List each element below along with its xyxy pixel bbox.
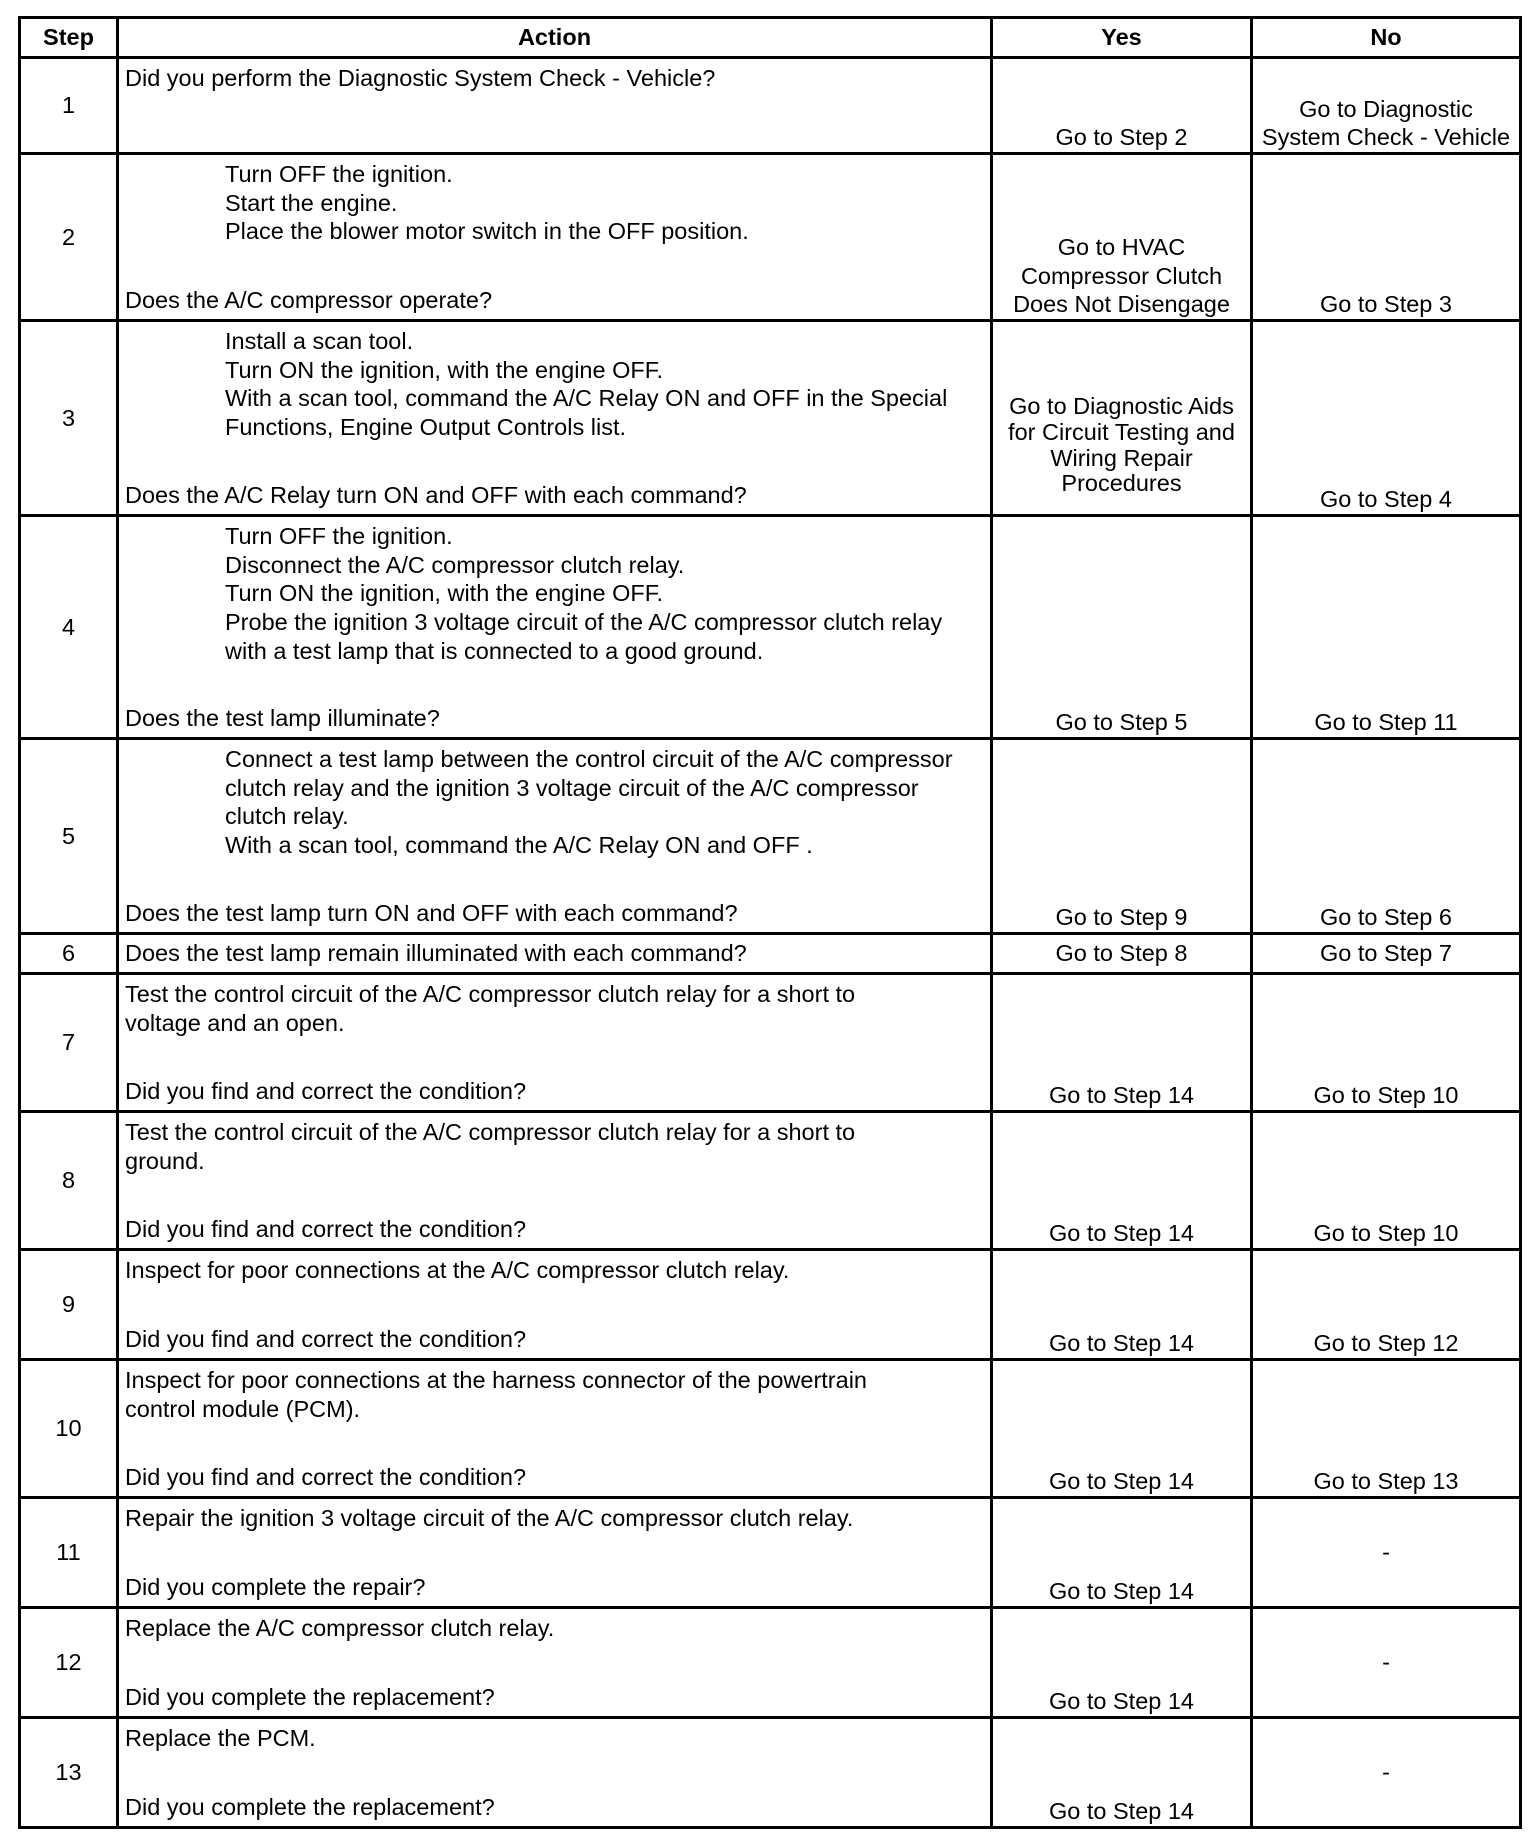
diagnostic-table-container [18,16,1522,1829]
step-number: 5 [20,739,118,934]
action-cell [118,1718,992,1828]
yes-text: Go to Step 14 [1048,1798,1195,1825]
no-text: Go to Step 7 [1320,940,1452,967]
action-cell [118,739,992,934]
no-text: - [1382,1649,1390,1676]
step-number: 3 [20,321,118,516]
table-row [20,934,1521,974]
no-cell [1252,1718,1521,1828]
no-cell [1252,1360,1521,1498]
action-intro: Replace the A/C compressor clutch relay. [125,1615,555,1641]
action-cell [118,154,992,321]
substep: Turn ON the ignition, with the engine OFF. [225,356,664,383]
yes-text: Go to Step 14 [1048,1468,1195,1495]
yes-cell [992,58,1252,154]
action-question: Does the A/C Relay turn ON and OFF with each command? [125,482,747,509]
yes-cell [992,1718,1252,1828]
table-row [20,321,1521,516]
no-text: Go to Step 6 [1320,904,1452,931]
yes-text: Go to Diagnostic Aids for Circuit Testing and Wiring Repair Procedures [1008,392,1235,497]
step-number: 9 [20,1250,118,1360]
step-number: 11 [20,1498,118,1608]
table-row [20,154,1521,321]
no-text: Go to Step 11 [1314,709,1458,736]
action-cell [118,1360,992,1498]
no-cell [1252,154,1521,321]
substep-list [125,745,984,860]
substep-list [125,327,984,442]
substep-list [125,522,984,665]
yes-text: Go to Step 14 [1048,1220,1195,1247]
substep-list [125,160,984,246]
substep: Turn OFF the ignition. [225,523,453,549]
yes-text: Go to Step 5 [1055,709,1188,736]
action-cell [118,58,992,154]
action-cell [118,974,992,1112]
table-row [20,516,1521,739]
diagnostic-table [18,16,1522,1829]
step-number: 13 [20,1718,118,1828]
yes-text: Go to Step 14 [1048,1330,1195,1357]
yes-cell [992,974,1252,1112]
no-text: Go to Step 12 [1313,1330,1459,1357]
yes-text: Go to Step 14 [1048,1082,1195,1109]
table-row [20,1608,1521,1718]
step-number: 1 [20,58,118,154]
substep: Connect a test lamp between the control circuit of the A/C compressor clutch relay and the ignition 3 voltage circuit of the A/C compressor clutch relay. [225,746,953,830]
yes-cell [992,154,1252,321]
action-cell [118,934,992,974]
no-text: - [1382,1759,1390,1786]
action-cell [118,1608,992,1718]
no-text: - [1382,1539,1390,1566]
table-row [20,1498,1521,1608]
no-cell [1252,1498,1521,1608]
action-cell [118,516,992,739]
action-question: Did you find and correct the condition? [125,1078,527,1105]
action-intro: Inspect for poor connections at the A/C compressor clutch relay. [125,1257,790,1283]
action-intro: Inspect for poor connections at the harness connector of the powertrain control module (PCM). [125,1367,867,1422]
step-number: 10 [20,1360,118,1498]
no-cell [1252,321,1521,516]
yes-cell [992,1498,1252,1608]
yes-text: Go to HVAC Compressor Clutch Does Not Disengage [1013,234,1230,318]
yes-cell [992,1250,1252,1360]
step-number: 8 [20,1112,118,1250]
substep: Disconnect the A/C compressor clutch relay. [225,551,685,578]
step-number: 6 [20,934,118,974]
table-row [20,974,1521,1112]
action-cell [118,1250,992,1360]
action-cell [118,1498,992,1608]
no-text: Go to Step 4 [1320,486,1452,513]
table-row [20,58,1521,154]
yes-cell [992,321,1252,516]
action-question: Did you complete the replacement? [125,1794,495,1821]
action-question: Did you complete the repair? [125,1574,426,1601]
header-no: No [1252,18,1521,58]
action-question: Did you find and correct the condition? [125,1326,527,1353]
action-cell [118,321,992,516]
action-question: Did you perform the Diagnostic System Check - Vehicle? [125,65,716,91]
substep: Turn ON the ignition, with the engine OFF. [225,580,664,607]
table-row [20,1250,1521,1360]
yes-cell [992,934,1252,974]
yes-text: Go to Step 9 [1055,904,1188,931]
no-cell [1252,1608,1521,1718]
header-yes: Yes [992,18,1252,58]
step-number: 12 [20,1608,118,1718]
yes-cell [992,1608,1252,1718]
no-cell [1252,1250,1521,1360]
no-cell [1252,58,1521,154]
action-cell [118,1112,992,1250]
action-question: Does the A/C compressor operate? [125,287,493,314]
no-cell [1252,516,1521,739]
table-row [20,739,1521,934]
no-cell [1252,1112,1521,1250]
action-question: Did you find and correct the condition? [125,1464,527,1491]
action-question: Does the test lamp illuminate? [125,705,440,732]
action-question: Does the test lamp remain illuminated with each command? [125,940,747,967]
step-number: 4 [20,516,118,739]
substep: With a scan tool, command the A/C Relay ON and OFF in the Special Functions, Engine Output Controls list. [225,385,948,440]
yes-cell [992,739,1252,934]
yes-text: Go to Step 14 [1048,1578,1195,1605]
no-text: Go to Step 10 [1313,1220,1459,1247]
table-row [20,1360,1521,1498]
no-text: Go to Step 13 [1313,1468,1459,1495]
header-row [20,18,1521,58]
yes-cell [992,1112,1252,1250]
no-cell [1252,739,1521,934]
yes-text: Go to Step 2 [1055,124,1188,151]
no-cell [1252,934,1521,974]
substep: Install a scan tool. [225,328,414,354]
substep: Turn OFF the ignition. [225,161,453,187]
action-intro: Test the control circuit of the A/C compressor clutch relay for a short to ground. [125,1119,856,1174]
action-question: Does the test lamp turn ON and OFF with each command? [125,900,738,927]
table-row [20,1112,1521,1250]
action-intro: Repair the ignition 3 voltage circuit of the A/C compressor clutch relay. [125,1505,854,1531]
substep: With a scan tool, command the A/C Relay ON and OFF . [225,831,813,858]
action-intro: Test the control circuit of the A/C compressor clutch relay for a short to voltage and an open. [125,981,856,1036]
yes-text: Go to Step 8 [1055,940,1188,967]
step-number: 7 [20,974,118,1112]
no-text: Go to Diagnostic System Check - Vehicle [1261,95,1511,151]
substep: Place the blower motor switch in the OFF position. [225,218,749,245]
action-question: Did you find and correct the condition? [125,1216,527,1243]
header-step: Step [20,18,118,58]
yes-cell [992,1360,1252,1498]
table-row [20,1718,1521,1828]
header-action: Action [118,18,992,58]
yes-text: Go to Step 14 [1048,1688,1195,1715]
yes-cell [992,516,1252,739]
step-number: 2 [20,154,118,321]
no-text: Go to Step 3 [1320,291,1452,318]
action-intro: Replace the PCM. [125,1725,316,1751]
substep: Start the engine. [225,189,398,216]
no-text: Go to Step 10 [1313,1082,1459,1109]
substep: Probe the ignition 3 voltage circuit of the A/C compressor clutch relay with a test lamp that is connected to a good ground. [225,608,943,664]
no-cell [1252,974,1521,1112]
action-question: Did you complete the replacement? [125,1684,495,1711]
